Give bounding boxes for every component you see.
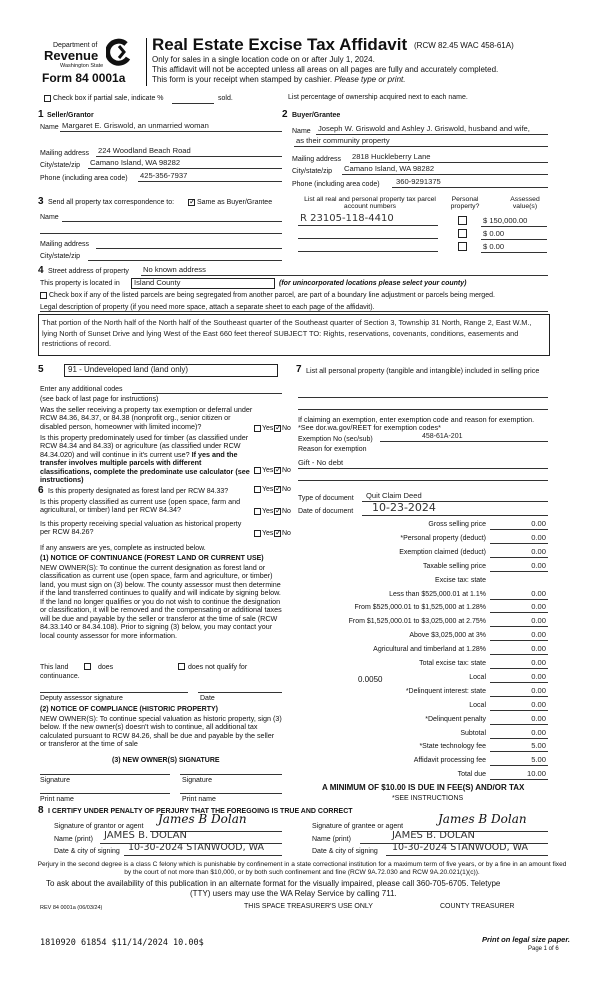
q1-yes-label: Yes <box>262 425 274 432</box>
q1-no-checkbox[interactable] <box>274 425 281 432</box>
does-checkbox[interactable] <box>84 663 91 670</box>
buyer-mailing[interactable]: 2818 Huckleberry Lane <box>352 152 431 161</box>
grantor-signature[interactable]: James B Dolan <box>158 812 247 826</box>
buyer-name-line-1[interactable]: Joseph W. Griswold and Ashley J. Griswold, husband and wife, <box>318 124 530 133</box>
q2-yes-label: Yes <box>262 467 274 474</box>
legal-description: That portion of the North half of the North half of the Southeast quarter of the Southeast quarter of Section 3, Township 31 North, Range 2, East W.M., lying North of Sunset Drive and lying West of the East 660 feet thereof SUBJECT TO: Rights, reservations, covenants, conditions, easements and restrictions of record. <box>42 318 532 349</box>
historic-yes-label: Yes <box>262 530 274 537</box>
tax-row-label: Agricultural and timberland at 1.28% <box>373 646 486 653</box>
notice-1-text: NEW OWNER(S): To continue the current designation as forest land or classification as current use (open space, farm and agriculture, or timber) land, you must sign on (3) below. The county assessor must then determine if the land transferred continues to qualify and will indicate by signing below. If the land no longer qualifies or you do not wish to continue the designation or classification, it will be removed and the compensating or additional taxes will be due and payable by the seller or transferor at the time of sale (RCW 84.33.140 or 84.34.108). Prior to signing (3) below, you may contact your local county assessor for more information. <box>40 563 282 640</box>
current-use-no-checkbox[interactable] <box>274 508 281 515</box>
partial-sale-sold: sold. <box>218 95 233 102</box>
tax-row-line <box>490 779 548 780</box>
section-3-mailing-label: Mailing address <box>40 241 90 248</box>
tax-row-value[interactable]: 0.00 <box>531 519 546 528</box>
section-7-text: List all personal property (tangible and intangible) included in selling price <box>306 366 540 375</box>
reason-value[interactable]: Gift - No debt <box>298 458 344 467</box>
buyer-phone[interactable]: 360-9291375 <box>396 177 441 186</box>
form-title: Real Estate Excise Tax Affidavit <box>152 35 408 54</box>
county-treasurer: COUNTY TREASURER <box>440 903 515 910</box>
buyer-city[interactable]: Camano Island, WA 98282 <box>344 164 435 173</box>
minimum-note: A MINIMUM OF $10.00 IS DUE IN FEE(S) AND/OR TAX <box>322 783 525 792</box>
seller-mailing-label: Mailing address <box>40 150 90 157</box>
seller-phone-label: Phone (including area code) <box>40 175 128 182</box>
section-3-city-line <box>88 260 282 261</box>
legal-paper-note: Print on legal size paper. <box>482 935 570 944</box>
header-divider <box>146 38 147 86</box>
street-line <box>141 275 548 276</box>
exemption-no-label: Exemption No (sec/sub) <box>298 436 373 443</box>
parcel-line-3 <box>298 251 438 252</box>
deputy-date-label: Date <box>200 695 215 702</box>
assessed-header: Assessed value(s) <box>510 196 540 211</box>
county-value: Island County <box>134 278 181 287</box>
owner-sig-line-2 <box>180 774 282 775</box>
forest-no-label: No <box>282 486 291 493</box>
owner-print-line-2 <box>180 793 282 794</box>
assessed-value-2[interactable]: $ 0.00 <box>483 229 505 238</box>
personal-checkbox-1[interactable] <box>458 216 467 225</box>
tax-row-label: *Delinquent penalty <box>425 716 486 723</box>
doc-date-label: Date of document <box>298 508 354 515</box>
legal-label: Legal description of property (if you need more space, attach a separate sheet to each page of the affidavit). <box>40 304 375 311</box>
doc-date-value[interactable]: 10-23-2024 <box>372 501 436 514</box>
tax-row-label: Excise tax: state <box>435 577 486 584</box>
deputy-line <box>40 692 188 693</box>
tax-row-label: From $1,525,000.01 to $3,025,000 at 2.75% <box>348 618 486 625</box>
tax-row-value[interactable]: 0.00 <box>531 602 546 611</box>
codes-line <box>132 393 282 394</box>
rev-number: REV 84 0001a (06/03/24) <box>40 905 103 911</box>
tax-row-label: *Personal property (deduct) <box>400 535 486 542</box>
assessed-line-2 <box>481 239 547 240</box>
section-3-mailing-line <box>96 248 282 249</box>
land-use-value: 91 - Undeveloped land (land only) <box>68 365 189 374</box>
tax-row-label: Affidavit processing fee <box>413 757 486 764</box>
partial-sale-label: Check box if partial sale, indicate % <box>53 95 164 102</box>
treasurer-use-only: THIS SPACE TREASURER'S USE ONLY <box>244 903 373 910</box>
reason-line-1 <box>298 468 548 469</box>
tax-row-label: Total due <box>457 771 486 778</box>
forest-yes-checkbox[interactable] <box>254 486 261 493</box>
current-use-yes-label: Yes <box>262 508 274 515</box>
accessibility-line-1: To ask about the availability of this publication in an alternate format for the visually impaired, please call 360-705-6705. Teletype <box>46 879 501 888</box>
forest-no-checkbox[interactable] <box>274 486 281 493</box>
grantor-name[interactable]: JAMES B. DOLAN <box>104 830 187 841</box>
current-use-no-label: No <box>282 508 291 515</box>
personal-prop-line-1 <box>298 397 548 398</box>
seller-city-line <box>88 168 282 169</box>
grantor-date[interactable]: 10-30-2024 STANWOOD, WA <box>128 842 265 853</box>
tax-row-label: Taxable selling price <box>422 563 486 570</box>
dept-line-1: Department of <box>53 42 98 49</box>
seller-name-label: Name <box>40 124 59 131</box>
tax-row-value[interactable]: 0.00 <box>531 728 546 737</box>
segregation-checkbox[interactable] <box>40 292 47 299</box>
parcel-header: List all real and personal property tax parcel account numbers <box>304 196 436 211</box>
section-1-number: 1 <box>38 109 44 120</box>
tax-row-label: Less than $525,000.01 at 1.1% <box>389 591 486 598</box>
owner-print-label-1: Print name <box>40 796 74 803</box>
personal-header: Personal property? <box>450 196 480 211</box>
same-as-buyer-label: Same as Buyer/Grantee <box>197 199 273 206</box>
continuance-label: continuance. <box>40 673 80 680</box>
tax-row-value[interactable]: 0.00 <box>531 686 546 695</box>
tax-row-line <box>490 654 548 655</box>
tax-row-value[interactable]: 0.00 <box>531 547 546 556</box>
header-note-3: This form is your receipt when stamped by cashier. Please type or print. <box>152 75 406 84</box>
tax-row-value[interactable]: 0.00 <box>531 533 546 542</box>
tax-row-label: Subtotal <box>460 730 486 737</box>
owner-print-label-2: Print name <box>182 796 216 803</box>
tax-row-value[interactable]: 0.00 <box>531 561 546 570</box>
located-label: This property is located in <box>40 280 120 287</box>
buyer-phone-line <box>392 187 548 188</box>
seller-mailing-line <box>96 156 282 157</box>
personal-prop-line-2 <box>298 409 548 410</box>
street-label: Street address of property <box>48 268 129 275</box>
tax-row-line <box>490 626 548 627</box>
tax-row-value[interactable]: 5.00 <box>531 755 546 764</box>
q1-no-label: No <box>282 425 291 432</box>
buyer-name-rule-2 <box>294 146 548 147</box>
notice-2-text: NEW OWNER(S): To continue special valuation as historic property, sign (3) below. If the new owner(s) doesn't wish to continue, all additional tax calculated pursuant to RCW 84.26, shall be due and payable by the seller or transferor at the time of sale <box>40 714 282 749</box>
section-3-name-label: Name <box>40 214 59 221</box>
legal-label-line <box>40 311 548 312</box>
tax-row-line <box>490 682 548 683</box>
page-number: Page 1 of 6 <box>528 946 559 952</box>
personal-checkbox-3[interactable] <box>458 242 467 251</box>
tax-row-label: *State technology fee <box>419 743 486 750</box>
parcel-number-1[interactable]: R 23105-118-4410 <box>300 213 394 224</box>
parcel-line-1 <box>298 225 438 226</box>
tax-row-value[interactable]: 0.00 <box>531 658 546 667</box>
accessibility-line-2: (TTY) users may use the WA Relay Service by calling 711. <box>190 889 397 898</box>
exemption-no-line <box>380 441 548 442</box>
reason-line-2 <box>298 480 548 481</box>
tax-row-line <box>490 696 548 697</box>
seller-name-line <box>60 131 282 132</box>
q2-no-label: No <box>282 467 291 474</box>
tax-row-value[interactable]: 0.00 <box>531 700 546 709</box>
local-rate: 0.0050 <box>358 675 383 684</box>
exemption-no-value[interactable]: 458-61A-201 <box>422 433 463 440</box>
grantor-date-label: Date & city of signing <box>54 848 120 855</box>
buyer-name-label: Name <box>292 128 311 135</box>
tax-row-label: Exemption claimed (deduct) <box>399 549 486 556</box>
seller-name[interactable]: Margaret E. Griswold, an unmarried woman <box>62 121 209 130</box>
notice-1-title: (1) NOTICE OF CONTINUANCE (FOREST LAND OR CURRENT USE) <box>40 555 264 562</box>
answers-note: If any answers are yes, complete as instructed below. <box>40 545 206 552</box>
segregation-note: Check box if any of the listed parcels are being segregated from another parcel, are part of a boundary line adjustment or parcels being merged. <box>49 292 495 299</box>
seller-phone[interactable]: 425-356-7937 <box>140 171 188 180</box>
tax-row-line <box>490 529 548 530</box>
reason-label: Reason for exemption <box>298 446 367 453</box>
personal-checkbox-2[interactable] <box>458 229 467 238</box>
section-3-text: Send all property tax correspondence to: <box>48 199 175 206</box>
grantee-name-label: Name (print) <box>312 836 351 843</box>
doc-type-value[interactable]: Quit Claim Deed <box>366 491 422 500</box>
section-5-q1: Was the seller receiving a property tax exemption or deferral under RCW 84.36, 84.37, or 84.38 (nonprofit org., senior citizen or disabled person, homeowner with limited income)? <box>40 405 253 431</box>
seller-city[interactable]: Camano Island, WA 98282 <box>90 158 181 167</box>
owner-print-line-1 <box>40 793 170 794</box>
buyer-mailing-label: Mailing address <box>292 156 342 163</box>
current-use-yes-checkbox[interactable] <box>254 508 261 515</box>
section-5-number: 5 <box>38 364 44 375</box>
revenue-logo-icon <box>106 38 132 66</box>
assessed-value-1[interactable]: $ 150,000.00 <box>483 216 528 225</box>
deputy-date-line <box>198 692 282 693</box>
does-label: does <box>98 664 114 671</box>
owner-sig-line-1 <box>40 774 170 775</box>
section-6-q3: Is this property receiving special valuation as historical property per RCW 84.26? <box>40 519 242 537</box>
deputy-label: Deputy assessor signature <box>40 695 123 702</box>
q2-yes-checkbox[interactable] <box>254 467 261 474</box>
assessed-line-3 <box>481 252 547 253</box>
tax-row-value[interactable]: 0.00 <box>531 589 546 598</box>
grantor-sig-label: Signature of grantor or agent <box>54 823 144 830</box>
dept-line-2: Revenue <box>44 48 99 63</box>
tax-row-line <box>490 640 548 641</box>
tax-row-line <box>490 571 548 572</box>
buyer-phone-label: Phone (including area code) <box>292 181 380 188</box>
buyer-mailing-line <box>350 162 548 163</box>
tax-row-line <box>490 738 548 739</box>
tax-row-value[interactable]: 5.00 <box>531 741 546 750</box>
tax-row-line <box>490 724 548 725</box>
tax-row-line <box>490 557 548 558</box>
same-as-buyer-checkbox[interactable] <box>188 199 195 206</box>
tax-row-label: Above $3,025,000 at 3% <box>409 632 486 639</box>
historic-yes-checkbox[interactable] <box>254 530 261 537</box>
tax-row-label: Local <box>469 674 486 681</box>
tax-row-value[interactable]: 10.00 <box>526 769 546 778</box>
tax-row-line <box>490 751 548 752</box>
q1-yes-checkbox[interactable] <box>254 425 261 432</box>
tax-row-line <box>490 765 548 766</box>
grantee-date[interactable]: 10-30-2024 STANWOOD, WA <box>392 842 529 853</box>
header-note-1: Only for sales in a single location code on or after July 1, 2024. <box>152 55 375 64</box>
tax-row-line <box>490 599 548 600</box>
section-3-number: 3 <box>38 196 44 207</box>
form-citation: (RCW 82.45 WAC 458-61A) <box>414 41 514 50</box>
grantee-name[interactable]: JAMES B. DOLAN <box>392 830 475 841</box>
buyer-city-label: City/state/zip <box>292 168 333 175</box>
notice-3-title: (3) NEW OWNER(S) SIGNATURE <box>112 757 220 764</box>
seller-mailing[interactable]: 224 Woodland Beach Road <box>98 146 191 155</box>
tax-row-label: Local <box>469 702 486 709</box>
seller-city-label: City/state/zip <box>40 162 81 169</box>
certify-text: I CERTIFY UNDER PENALTY OF PERJURY THAT THE FOREGOING IS TRUE AND CORRECT <box>48 808 353 815</box>
section-2-number: 2 <box>282 109 288 120</box>
recording-stamp: 1810920 61854 $11/14/2024 10.00$ <box>40 938 204 948</box>
buyer-heading: Buyer/Grantee <box>292 112 341 119</box>
historic-no-label: No <box>282 530 291 537</box>
partial-sale-checkbox[interactable] <box>44 95 51 102</box>
section-6-q2: Is this property classified as current use (open space, farm and agricultural, or timber) land per RCW 84.34? <box>40 497 241 515</box>
doc-date-line <box>362 515 548 516</box>
seller-phone-line <box>138 181 282 182</box>
buyer-name-rule-1 <box>316 134 548 135</box>
grantor-name-label: Name (print) <box>54 836 93 843</box>
section-6-number: 6 <box>38 485 44 496</box>
this-land-label: This land <box>40 664 69 671</box>
doc-type-label: Type of document <box>298 495 354 502</box>
codes-note: (see back of last page for instructions) <box>40 396 159 403</box>
partial-sale-percent-line <box>172 103 214 104</box>
does-not-label: does not qualify for <box>188 664 248 671</box>
seller-heading: Seller/Grantor <box>47 112 94 119</box>
tax-row-line <box>490 710 548 711</box>
buyer-name-line-2[interactable]: as their community property <box>296 136 390 145</box>
perjury-text: Perjury in the second degree is a class C felony which is punishable by confinement in a state correctional institution for a maximum term of five years, or by a fine in an amount fixed by the court of not more than $10,000, or by both such confinement and fine (RCW 9A.72.030 and RCW 9A.20.021(1)(c)). <box>37 861 567 876</box>
does-not-checkbox[interactable] <box>178 663 185 670</box>
q2-no-checkbox[interactable] <box>274 467 281 474</box>
tax-row-value[interactable]: 0.00 <box>531 630 546 639</box>
section-5-q2: Is this property predominately used for timber (as classified under RCW 84.34 and 84.33) or agriculture (as classified under RCW 84.34.020) and will continue in it's current use? If yes and the transfer involves multiple parcels with different classifications, complete the predominate use calculator (see instructions) <box>40 433 250 485</box>
ownership-note: List percentage of ownership acquired next to each name. <box>288 94 468 101</box>
tax-row-line <box>490 543 548 544</box>
historic-no-checkbox[interactable] <box>274 530 281 537</box>
section-4-number: 4 <box>38 265 44 276</box>
section-6-q1: Is this property designated as forest land per RCW 84.33? <box>48 488 229 495</box>
owner-sig-label-2: Signature <box>182 777 212 784</box>
tax-row-label: *Delinquent interest: state <box>405 688 486 695</box>
parcel-line-2 <box>298 238 438 239</box>
grantor-date-line <box>124 855 282 856</box>
street-value[interactable]: No known address <box>143 265 206 274</box>
codes-label: Enter any additional codes <box>40 386 123 393</box>
tax-row-value[interactable]: 0.00 <box>531 672 546 681</box>
section-3-city-label: City/state/zip <box>40 253 81 260</box>
grantee-date-label: Date & city of signing <box>312 848 378 855</box>
unincorporated-note: (for unincorporated locations please select your county) <box>279 280 467 287</box>
tax-row-label: Gross selling price <box>428 521 486 528</box>
section-8-number: 8 <box>38 805 44 816</box>
form-number: Form 84 0001a <box>42 71 126 85</box>
tax-row-value[interactable]: 0.00 <box>531 714 546 723</box>
tax-row-line <box>490 612 548 613</box>
tax-row-line <box>490 668 548 669</box>
tax-row-value[interactable]: 0.00 <box>531 644 546 653</box>
tax-row-value[interactable]: 0.00 <box>531 616 546 625</box>
tax-row-label: From $525,000.01 to $1,525,000 at 1.28% <box>354 604 486 611</box>
see-instructions: *SEE INSTRUCTIONS <box>392 795 464 802</box>
grantee-date-line <box>386 855 548 856</box>
owner-sig-label-1: Signature <box>40 777 70 784</box>
exemption-note: If claiming an exemption, enter exemption code and reason for exemption. *See dor.wa.gov/REET for exemption codes* <box>298 415 535 433</box>
section-3-extra-line <box>40 233 282 234</box>
buyer-city-line <box>342 174 548 175</box>
grantee-sig-label: Signature of grantee or agent <box>312 823 404 830</box>
header-note-2: This affidavit will not be accepted unless all areas on all pages are fully and accurately completed. <box>152 65 499 74</box>
notice-2-title: (2) NOTICE OF COMPLIANCE (HISTORIC PROPERTY) <box>40 706 218 713</box>
grantee-signature[interactable]: James B Dolan <box>438 812 527 826</box>
assessed-value-3[interactable]: $ 0.00 <box>483 242 505 251</box>
assessed-line-1 <box>481 226 547 227</box>
dept-line-3: Washington State <box>60 63 104 69</box>
forest-yes-label: Yes <box>262 486 274 493</box>
section-7-number: 7 <box>296 364 302 375</box>
section-3-name-line <box>62 221 282 222</box>
tax-row-label: Total excise tax: state <box>419 660 486 667</box>
